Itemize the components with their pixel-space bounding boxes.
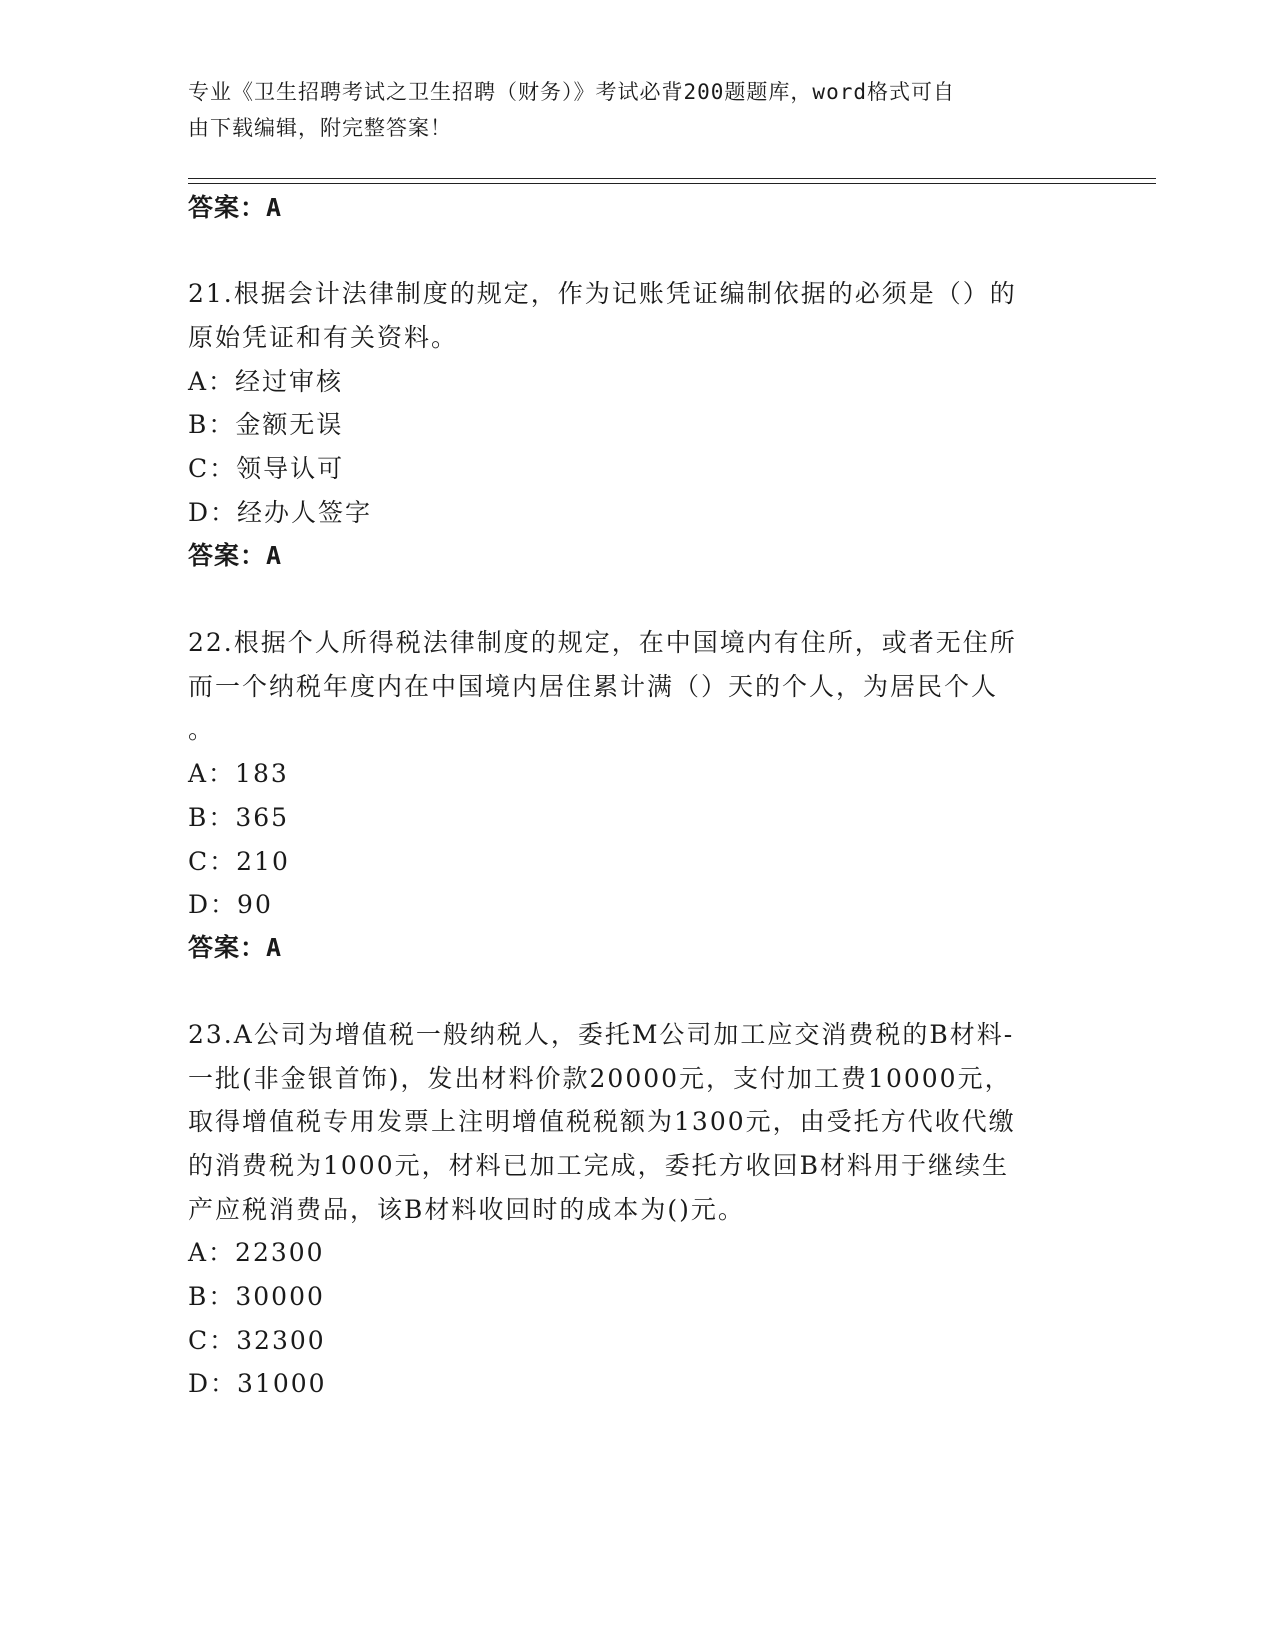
q22-stem-line-3: 。 bbox=[188, 715, 216, 744]
q23-stem-line-4: 的消费税为1000元，材料已加工完成，委托方收回B材料用于继续生 bbox=[188, 1151, 1009, 1180]
q22-stem-line-1: 22.根据个人所得税法律制度的规定，在中国境内有住所，或者无住所 bbox=[188, 628, 1017, 657]
q23-stem-line-3: 取得增值税专用发票上注明增值税税额为1300元，由受托方代收代缴 bbox=[188, 1107, 1016, 1136]
q23-option-a: A：22300 bbox=[188, 1238, 325, 1267]
q23-option-c: C：32300 bbox=[188, 1326, 326, 1355]
q21-option-b: B：金额无误 bbox=[188, 410, 344, 439]
q21-option-d: D：经办人签字 bbox=[188, 498, 373, 527]
q23-option-d: D：31000 bbox=[188, 1369, 327, 1398]
q22-option-b: B：365 bbox=[188, 803, 290, 832]
q22-stem-line-2: 而一个纳税年度内在中国境内居住累计满（）天的个人，为居民个人 bbox=[188, 672, 999, 701]
q22-option-d: D：90 bbox=[188, 890, 273, 919]
q23-stem-line-2: 一批(非金银首饰)，发出材料价款20000元，支付加工费10000元， bbox=[188, 1064, 1012, 1093]
q21-option-c: C：领导认可 bbox=[188, 454, 345, 483]
q22-option-a: A：183 bbox=[188, 759, 289, 788]
q21-option-a: A：经过审核 bbox=[188, 367, 344, 396]
q23-stem-line-5: 产应税消费品，该B材料收回时的成本为()元。 bbox=[188, 1195, 745, 1224]
q22-option-c: C：210 bbox=[188, 847, 290, 876]
q21-answer: 答案：A bbox=[188, 541, 283, 570]
document-header bbox=[188, 74, 1068, 146]
q23-option-b: B：30000 bbox=[188, 1282, 325, 1311]
header-line-1: 专业《卫生招聘考试之卫生招聘（财务）》考试必背200题题库，word格式可自 bbox=[188, 80, 955, 104]
q23-stem-line-1: 23.A公司为增值税一般纳税人，委托M公司加工应交消费税的B材料- bbox=[188, 1020, 1015, 1049]
q21-stem-line-2: 原始凭证和有关资料。 bbox=[188, 323, 459, 352]
header-line-2: 由下载编辑，附完整答案！ bbox=[188, 116, 452, 140]
header-divider-bottom bbox=[188, 183, 1156, 184]
q22-answer: 答案：A bbox=[188, 933, 283, 962]
header-divider-top bbox=[188, 178, 1156, 179]
q21-stem-line-1: 21.根据会计法律制度的规定，作为记账凭证编制依据的必须是（）的 bbox=[188, 279, 1017, 308]
answer-prev: 答案：A bbox=[188, 193, 283, 222]
